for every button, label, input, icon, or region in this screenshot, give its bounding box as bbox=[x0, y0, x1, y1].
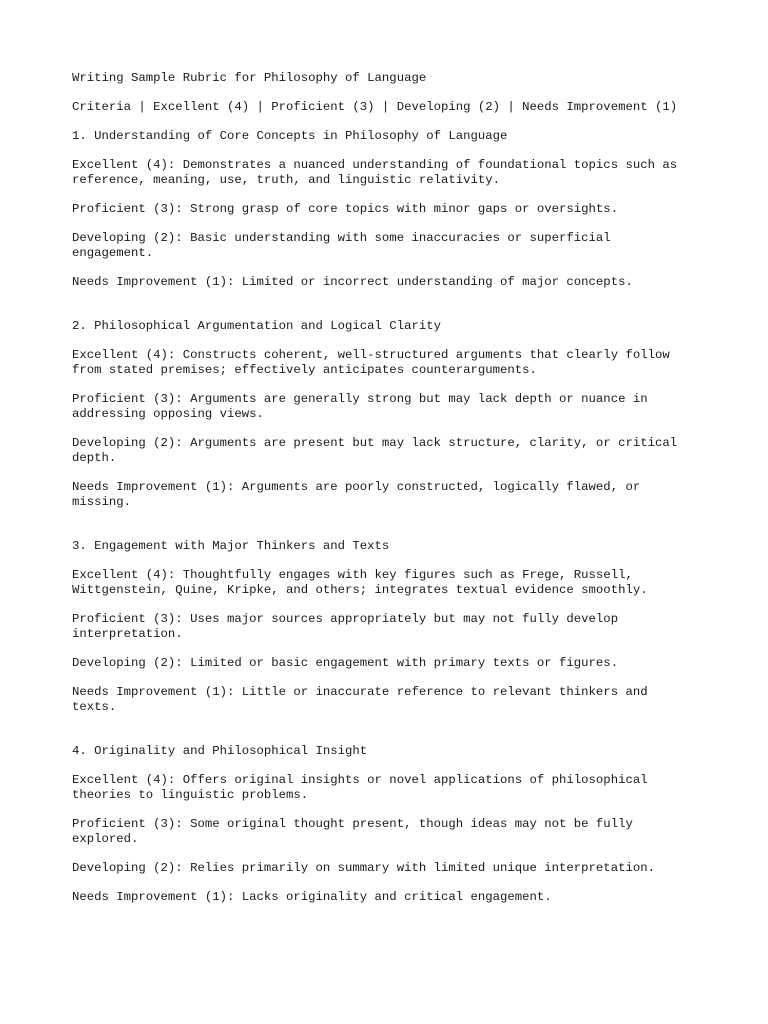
rubric-section-3 bbox=[72, 539, 708, 715]
rubric-section-4 bbox=[72, 744, 708, 905]
criteria-header: Criteria | Excellent (4) | Proficient (3) | Developing (2) | Needs Improvement (1) bbox=[72, 100, 678, 114]
section-heading: 3. Engagement with Major Thinkers and Texts bbox=[72, 539, 390, 553]
level-proficient: Proficient (3): Some original thought present, though ideas may not be fully explored. bbox=[72, 817, 633, 846]
level-developing: Developing (2): Relies primarily on summary with limited unique interpretation. bbox=[72, 861, 655, 875]
level-excellent: Excellent (4): Constructs coherent, well-structured arguments that clearly follow from stated premises; effectively anticipates counterarguments. bbox=[72, 348, 670, 377]
level-developing: Developing (2): Arguments are present but may lack structure, clarity, or critical depth. bbox=[72, 436, 678, 465]
level-excellent: Excellent (4): Offers original insights or novel applications of philosophical theories to linguistic problems. bbox=[72, 773, 648, 802]
level-proficient: Proficient (3): Uses major sources appropriately but may not fully develop interpretation. bbox=[72, 612, 619, 641]
level-proficient: Proficient (3): Strong grasp of core topics with minor gaps or oversights. bbox=[72, 202, 619, 216]
level-needs-improvement: Needs Improvement (1): Lacks originality and critical engagement. bbox=[72, 890, 552, 904]
section-heading: 2. Philosophical Argumentation and Logical Clarity bbox=[72, 319, 441, 333]
rubric-section-1 bbox=[72, 129, 708, 290]
level-needs-improvement: Needs Improvement (1): Limited or incorrect understanding of major concepts. bbox=[72, 275, 633, 289]
level-proficient: Proficient (3): Arguments are generally strong but may lack depth or nuance in addressing opposing views. bbox=[72, 392, 648, 421]
rubric-section-2 bbox=[72, 319, 708, 510]
level-excellent: Excellent (4): Thoughtfully engages with key figures such as Frege, Russell, Wittgenstein, Quine, Kripke, and others; integrates textual evidence smoothly. bbox=[72, 568, 648, 597]
level-needs-improvement: Needs Improvement (1): Arguments are poorly constructed, logically flawed, or missing. bbox=[72, 480, 641, 509]
document-title: Writing Sample Rubric for Philosophy of Language bbox=[72, 71, 427, 85]
level-needs-improvement: Needs Improvement (1): Little or inaccurate reference to relevant thinkers and texts. bbox=[72, 685, 648, 714]
level-developing: Developing (2): Limited or basic engagement with primary texts or figures. bbox=[72, 656, 619, 670]
level-developing: Developing (2): Basic understanding with some inaccuracies or superficial engagement. bbox=[72, 231, 611, 260]
section-heading: 1. Understanding of Core Concepts in Philosophy of Language bbox=[72, 129, 508, 143]
section-heading: 4. Originality and Philosophical Insight bbox=[72, 744, 368, 758]
level-excellent: Excellent (4): Demonstrates a nuanced understanding of foundational topics such as reference, meaning, use, truth, and linguistic relativity. bbox=[72, 158, 678, 187]
